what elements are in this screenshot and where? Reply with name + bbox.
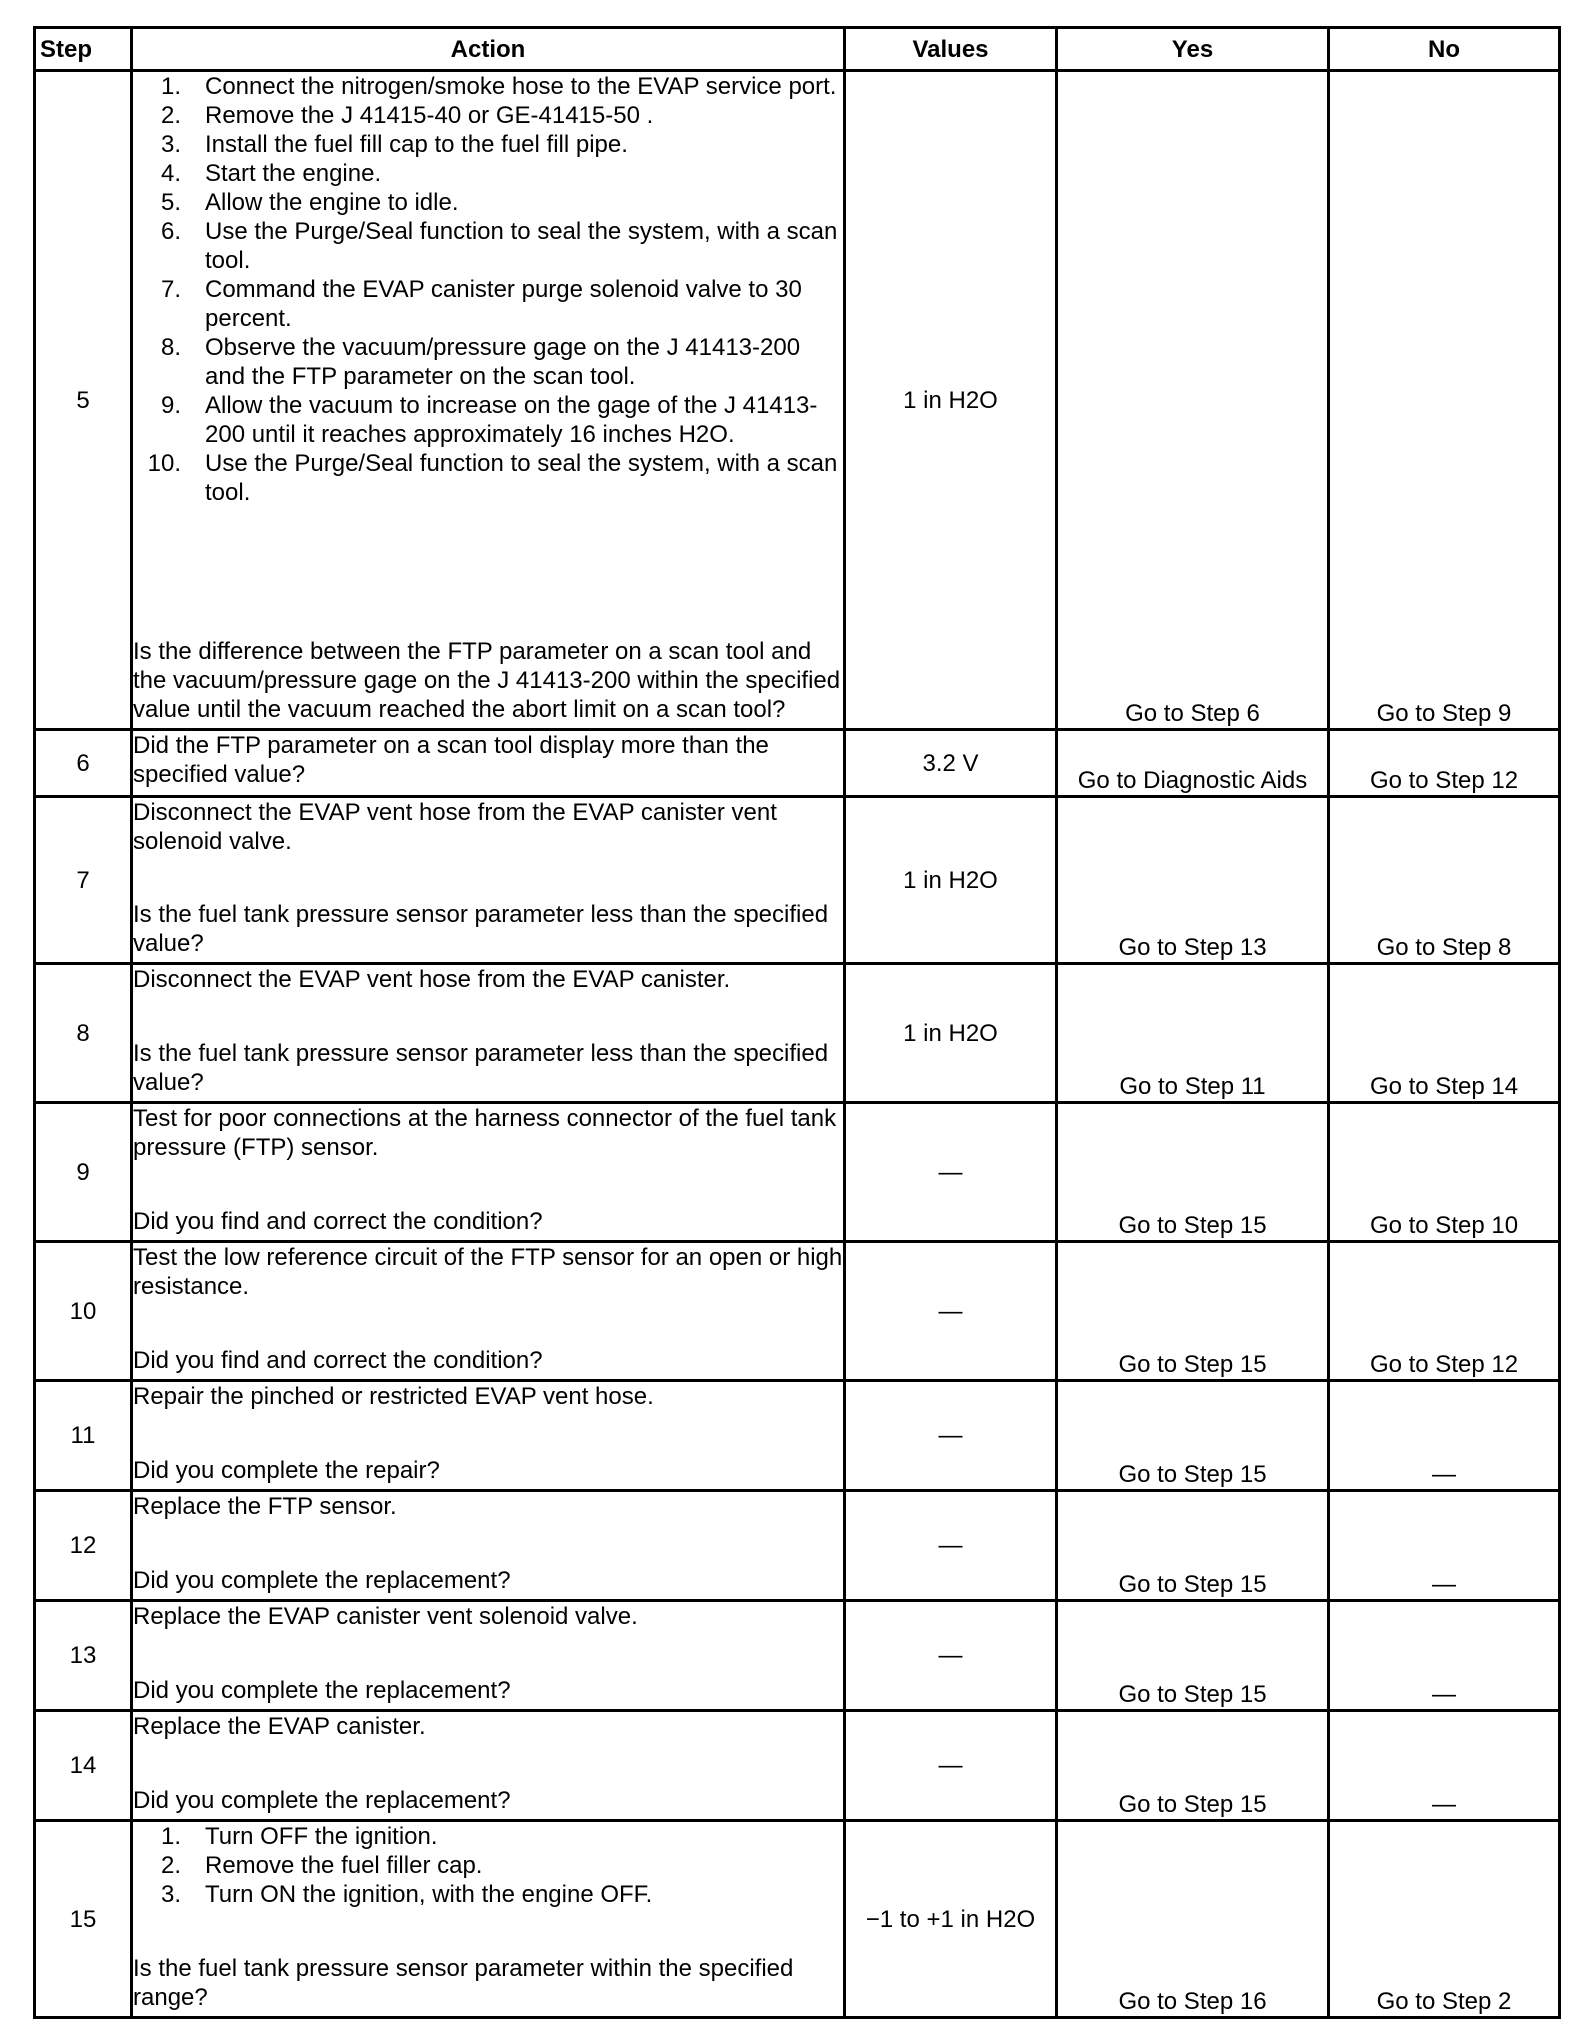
action-question: Did you complete the repair?	[133, 1457, 440, 1484]
value-cell: —	[845, 1381, 1057, 1491]
action-step	[133, 72, 843, 101]
action-cell	[132, 71, 845, 730]
yes-cell: Go to Step 6	[1057, 71, 1329, 730]
action-question: Did you complete the replacement?	[133, 1567, 511, 1594]
step-number: 8	[35, 964, 132, 1103]
diagnostic-table	[33, 26, 1561, 2019]
yes-cell: Go to Diagnostic Aids	[1057, 730, 1329, 797]
action-cell	[132, 730, 845, 797]
action-step-text: Connect the nitrogen/smoke hose to the EVAP service port.	[205, 73, 837, 100]
action-step-number: 3.	[160, 131, 181, 158]
action-step-text: Install the fuel fill cap to the fuel fill pipe.	[205, 131, 628, 158]
action-question: Is the fuel tank pressure sensor parameter within the specified range?	[133, 1955, 794, 2011]
yes-cell: Go to Step 15	[1057, 1711, 1329, 1821]
action-step-text: Turn ON the ignition, with the engine OFF.	[205, 1881, 653, 1908]
no-cell: Go to Step 12	[1329, 730, 1560, 797]
spacer	[133, 856, 843, 900]
action-step	[133, 1880, 843, 1909]
action-step	[133, 188, 843, 217]
yes-cell: Go to Step 11	[1057, 964, 1329, 1103]
action-step-text: Turn OFF the ignition.	[205, 1823, 438, 1850]
action-question: Did you complete the replacement?	[133, 1677, 511, 1704]
action-cell	[132, 1711, 845, 1821]
step-number: 14	[35, 1711, 132, 1821]
action-cell	[132, 1821, 845, 2018]
action-step	[133, 159, 843, 188]
value-cell: —	[845, 1601, 1057, 1711]
action-step-number: 1.	[160, 1823, 181, 1850]
step-number: 7	[35, 797, 132, 964]
value-cell: —	[845, 1491, 1057, 1601]
step-number: 5	[35, 71, 132, 730]
yes-cell: Go to Step 15	[1057, 1491, 1329, 1601]
action-step	[133, 333, 843, 391]
action-steps-list	[133, 1822, 843, 1909]
spacer	[133, 507, 843, 637]
action-step	[133, 101, 843, 130]
table-row	[35, 1821, 1560, 2018]
value-cell: —	[845, 1711, 1057, 1821]
action-instruction: Disconnect the EVAP vent hose from the EVAP canister vent solenoid valve.	[133, 799, 777, 855]
yes-cell: Go to Step 15	[1057, 1103, 1329, 1242]
action-instruction: Disconnect the EVAP vent hose from the EVAP canister.	[133, 966, 731, 993]
yes-cell: Go to Step 15	[1057, 1601, 1329, 1711]
action-question: Did you complete the replacement?	[133, 1787, 511, 1814]
action-step-text: Use the Purge/Seal function to seal the system, with a scan tool.	[205, 450, 838, 506]
action-cell	[132, 1491, 845, 1601]
action-question: Did the FTP parameter on a scan tool display more than the specified value?	[133, 732, 769, 788]
table-row	[35, 1491, 1560, 1601]
action-step	[133, 449, 843, 507]
action-cell	[132, 1103, 845, 1242]
step-number: 13	[35, 1601, 132, 1711]
step-number: 9	[35, 1103, 132, 1242]
action-step	[133, 391, 843, 449]
action-instruction: Test the low reference circuit of the FTP sensor for an open or high resistance.	[133, 1244, 843, 1300]
action-question: Did you find and correct the condition?	[133, 1347, 543, 1374]
action-question: Is the difference between the FTP parameter on a scan tool and the vacuum/pressure gage on the J 41413-200 within the specified value until the vacuum reached the abort limit on a scan tool?	[133, 638, 841, 723]
value-cell: 1 in H2O	[845, 71, 1057, 730]
action-step-text: Use the Purge/Seal function to seal the system, with a scan tool.	[205, 218, 838, 274]
action-step	[133, 275, 843, 333]
action-step-text: Remove the J 41415-40 or GE-41415-50 .	[205, 102, 654, 129]
action-instruction: Replace the EVAP canister.	[133, 1713, 426, 1740]
action-instruction: Replace the EVAP canister vent solenoid valve.	[133, 1603, 638, 1630]
action-step-text: Command the EVAP canister purge solenoid valve to 30 percent.	[205, 276, 802, 332]
action-step-number: 8.	[160, 334, 181, 361]
step-number: 6	[35, 730, 132, 797]
action-cell	[132, 1381, 845, 1491]
action-step-number: 9.	[160, 392, 181, 419]
yes-cell: Go to Step 13	[1057, 797, 1329, 964]
no-cell: Go to Step 8	[1329, 797, 1560, 964]
table-row	[35, 730, 1560, 797]
value-cell: −1 to +1 in H2O	[845, 1821, 1057, 2018]
spacer	[133, 1521, 843, 1566]
no-header: No	[1329, 28, 1560, 71]
table-row	[35, 71, 1560, 730]
action-steps-list	[133, 72, 843, 507]
action-step-number: 2.	[160, 102, 181, 129]
yes-cell: Go to Step 15	[1057, 1242, 1329, 1381]
no-cell: Go to Step 12	[1329, 1242, 1560, 1381]
spacer	[133, 1631, 843, 1676]
action-question: Is the fuel tank pressure sensor parameter less than the specified value?	[133, 901, 829, 957]
action-step-number: 4.	[160, 160, 181, 187]
values-header: Values	[845, 28, 1057, 71]
action-step-text: Start the engine.	[205, 160, 382, 187]
action-instruction: Test for poor connections at the harness connector of the fuel tank pressure (FTP) sensor.	[133, 1105, 837, 1161]
table-row	[35, 1242, 1560, 1381]
action-step-number: 1.	[160, 73, 181, 100]
table-row	[35, 797, 1560, 964]
yes-cell: Go to Step 15	[1057, 1381, 1329, 1491]
action-cell	[132, 1242, 845, 1381]
action-step	[133, 217, 843, 275]
action-step-number: 7.	[160, 276, 181, 303]
table-row	[35, 1381, 1560, 1491]
action-step-number: 2.	[160, 1852, 181, 1879]
action-step-text: Observe the vacuum/pressure gage on the J 41413-200 and the FTP parameter on the scan tool.	[205, 334, 801, 390]
spacer	[133, 1741, 843, 1786]
action-instruction: Repair the pinched or restricted EVAP vent hose.	[133, 1383, 654, 1410]
spacer	[133, 1301, 843, 1346]
action-question: Did you find and correct the condition?	[133, 1208, 543, 1235]
action-step	[133, 1851, 843, 1880]
action-header: Action	[132, 28, 845, 71]
value-cell: 1 in H2O	[845, 964, 1057, 1103]
spacer	[133, 1411, 843, 1456]
value-cell: 3.2 V	[845, 730, 1057, 797]
spacer	[133, 1162, 843, 1207]
action-step-number: 10.	[147, 450, 181, 477]
yes-header: Yes	[1057, 28, 1329, 71]
no-cell: —	[1329, 1381, 1560, 1491]
step-header: Step	[35, 28, 132, 71]
step-number: 12	[35, 1491, 132, 1601]
step-number: 11	[35, 1381, 132, 1491]
action-instruction: Replace the FTP sensor.	[133, 1493, 397, 1520]
no-cell: Go to Step 14	[1329, 964, 1560, 1103]
header-row	[35, 28, 1560, 71]
no-cell: —	[1329, 1601, 1560, 1711]
action-step	[133, 130, 843, 159]
no-cell: —	[1329, 1491, 1560, 1601]
yes-cell: Go to Step 16	[1057, 1821, 1329, 2018]
action-cell	[132, 1601, 845, 1711]
table-row	[35, 1711, 1560, 1821]
action-step-text: Allow the vacuum to increase on the gage of the J 41413-200 until it reaches approximately 16 inches H2O.	[205, 392, 818, 448]
value-cell: 1 in H2O	[845, 797, 1057, 964]
action-step-text: Remove the fuel filler cap.	[205, 1852, 483, 1879]
value-cell: —	[845, 1103, 1057, 1242]
action-step-number: 5.	[160, 189, 181, 216]
spacer	[133, 994, 843, 1039]
action-step-number: 6.	[160, 218, 181, 245]
action-step-number: 3.	[160, 1881, 181, 1908]
action-step-text: Allow the engine to idle.	[205, 189, 459, 216]
spacer	[133, 1909, 843, 1954]
step-number: 10	[35, 1242, 132, 1381]
action-cell	[132, 964, 845, 1103]
value-cell: —	[845, 1242, 1057, 1381]
table-row	[35, 1103, 1560, 1242]
step-number: 15	[35, 1821, 132, 2018]
action-step	[133, 1822, 843, 1851]
no-cell: Go to Step 9	[1329, 71, 1560, 730]
action-question: Is the fuel tank pressure sensor parameter less than the specified value?	[133, 1040, 829, 1096]
no-cell: Go to Step 2	[1329, 1821, 1560, 2018]
no-cell: —	[1329, 1711, 1560, 1821]
table-row	[35, 964, 1560, 1103]
action-cell	[132, 797, 845, 964]
table-row	[35, 1601, 1560, 1711]
no-cell: Go to Step 10	[1329, 1103, 1560, 1242]
